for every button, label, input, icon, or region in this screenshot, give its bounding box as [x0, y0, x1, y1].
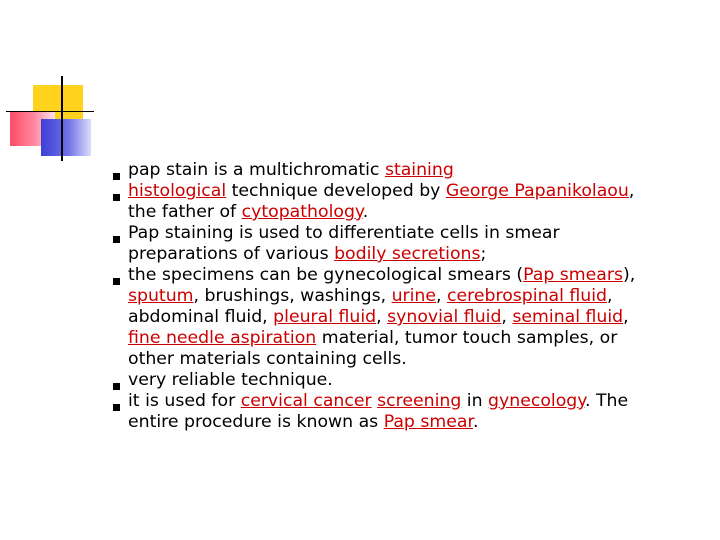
hyperlink[interactable]: staining: [384, 160, 454, 180]
bullet-line: [128, 223, 713, 244]
hyperlink[interactable]: Pap smear: [383, 412, 473, 432]
bullet-line: [128, 328, 713, 349]
bullet-line: [128, 412, 713, 433]
bullet-text: . The: [585, 391, 629, 411]
bullet-marker: [113, 404, 120, 411]
hyperlink[interactable]: bodily secretions: [334, 244, 481, 264]
bullet-text: ,: [376, 307, 388, 327]
bullet-line: [128, 349, 713, 370]
decor-blue-square: [41, 119, 91, 156]
bullet-marker: [113, 194, 120, 201]
bullet-line: [128, 181, 713, 202]
hyperlink[interactable]: George Papanikolaou: [445, 181, 629, 201]
bullet-line: [128, 391, 713, 412]
bullet-text: ,: [436, 286, 448, 306]
hyperlink[interactable]: urine: [391, 286, 437, 306]
bullet-text: abdominal fluid,: [128, 307, 274, 327]
hyperlink[interactable]: cerebrospinal fluid: [447, 286, 608, 306]
bullet-text: ),: [622, 265, 636, 285]
hyperlink[interactable]: sputum: [128, 286, 194, 306]
bullet-line: [128, 160, 713, 181]
bullet-line: [128, 286, 713, 307]
slide-bullet-list: [128, 160, 713, 433]
bullet-text: ,: [623, 307, 629, 327]
hyperlink[interactable]: fine needle aspiration: [128, 328, 317, 348]
bullet-line: [128, 370, 713, 391]
bullet-text: other materials containing cells.: [128, 349, 407, 369]
bullet-marker: [113, 278, 120, 285]
bullet-line: [128, 307, 713, 328]
decor-horizontal-line: [6, 111, 94, 112]
bullet-marker: [113, 173, 120, 180]
hyperlink[interactable]: screening: [377, 391, 462, 411]
hyperlink[interactable]: cervical cancer: [240, 391, 372, 411]
bullet-text: ,: [501, 307, 513, 327]
bullet-text: material, tumor touch samples, or: [316, 328, 618, 348]
hyperlink[interactable]: cytopathology: [241, 202, 363, 222]
bullet-text: , brushings, washings,: [193, 286, 392, 306]
bullet-text: the specimens can be gynecological smears (: [128, 265, 524, 285]
bullet-text: entire procedure is known as: [128, 412, 384, 432]
bullet-text: Pap staining is used to differentiate cells in smear: [128, 223, 560, 243]
bullet-text: pap stain is a multichromatic: [128, 160, 385, 180]
bullet-marker: [113, 236, 120, 243]
decor-vertical-line: [61, 76, 63, 161]
bullet-marker: [113, 383, 120, 390]
bullet-text: ,: [628, 181, 635, 201]
bullet-text: preparations of various: [128, 244, 335, 264]
bullet-line: [128, 202, 713, 223]
bullet-text: ;: [480, 244, 487, 264]
hyperlink[interactable]: gynecology: [488, 391, 586, 411]
bullet-text: .: [472, 412, 479, 432]
hyperlink[interactable]: synovial fluid: [387, 307, 502, 327]
bullet-text: very reliable technique.: [128, 370, 333, 390]
hyperlink[interactable]: seminal fluid: [512, 307, 624, 327]
hyperlink[interactable]: Pap smears: [523, 265, 623, 285]
hyperlink[interactable]: histological: [128, 181, 227, 201]
bullet-text: technique developed by: [226, 181, 446, 201]
bullet-text: it is used for: [128, 391, 241, 411]
bullet-line: [128, 265, 713, 286]
bullet-line: [128, 244, 713, 265]
bullet-text: the father of: [128, 202, 242, 222]
bullet-text: in: [461, 391, 489, 411]
bullet-text: .: [362, 202, 369, 222]
bullet-text: ,: [607, 286, 613, 306]
hyperlink[interactable]: pleural fluid: [273, 307, 377, 327]
